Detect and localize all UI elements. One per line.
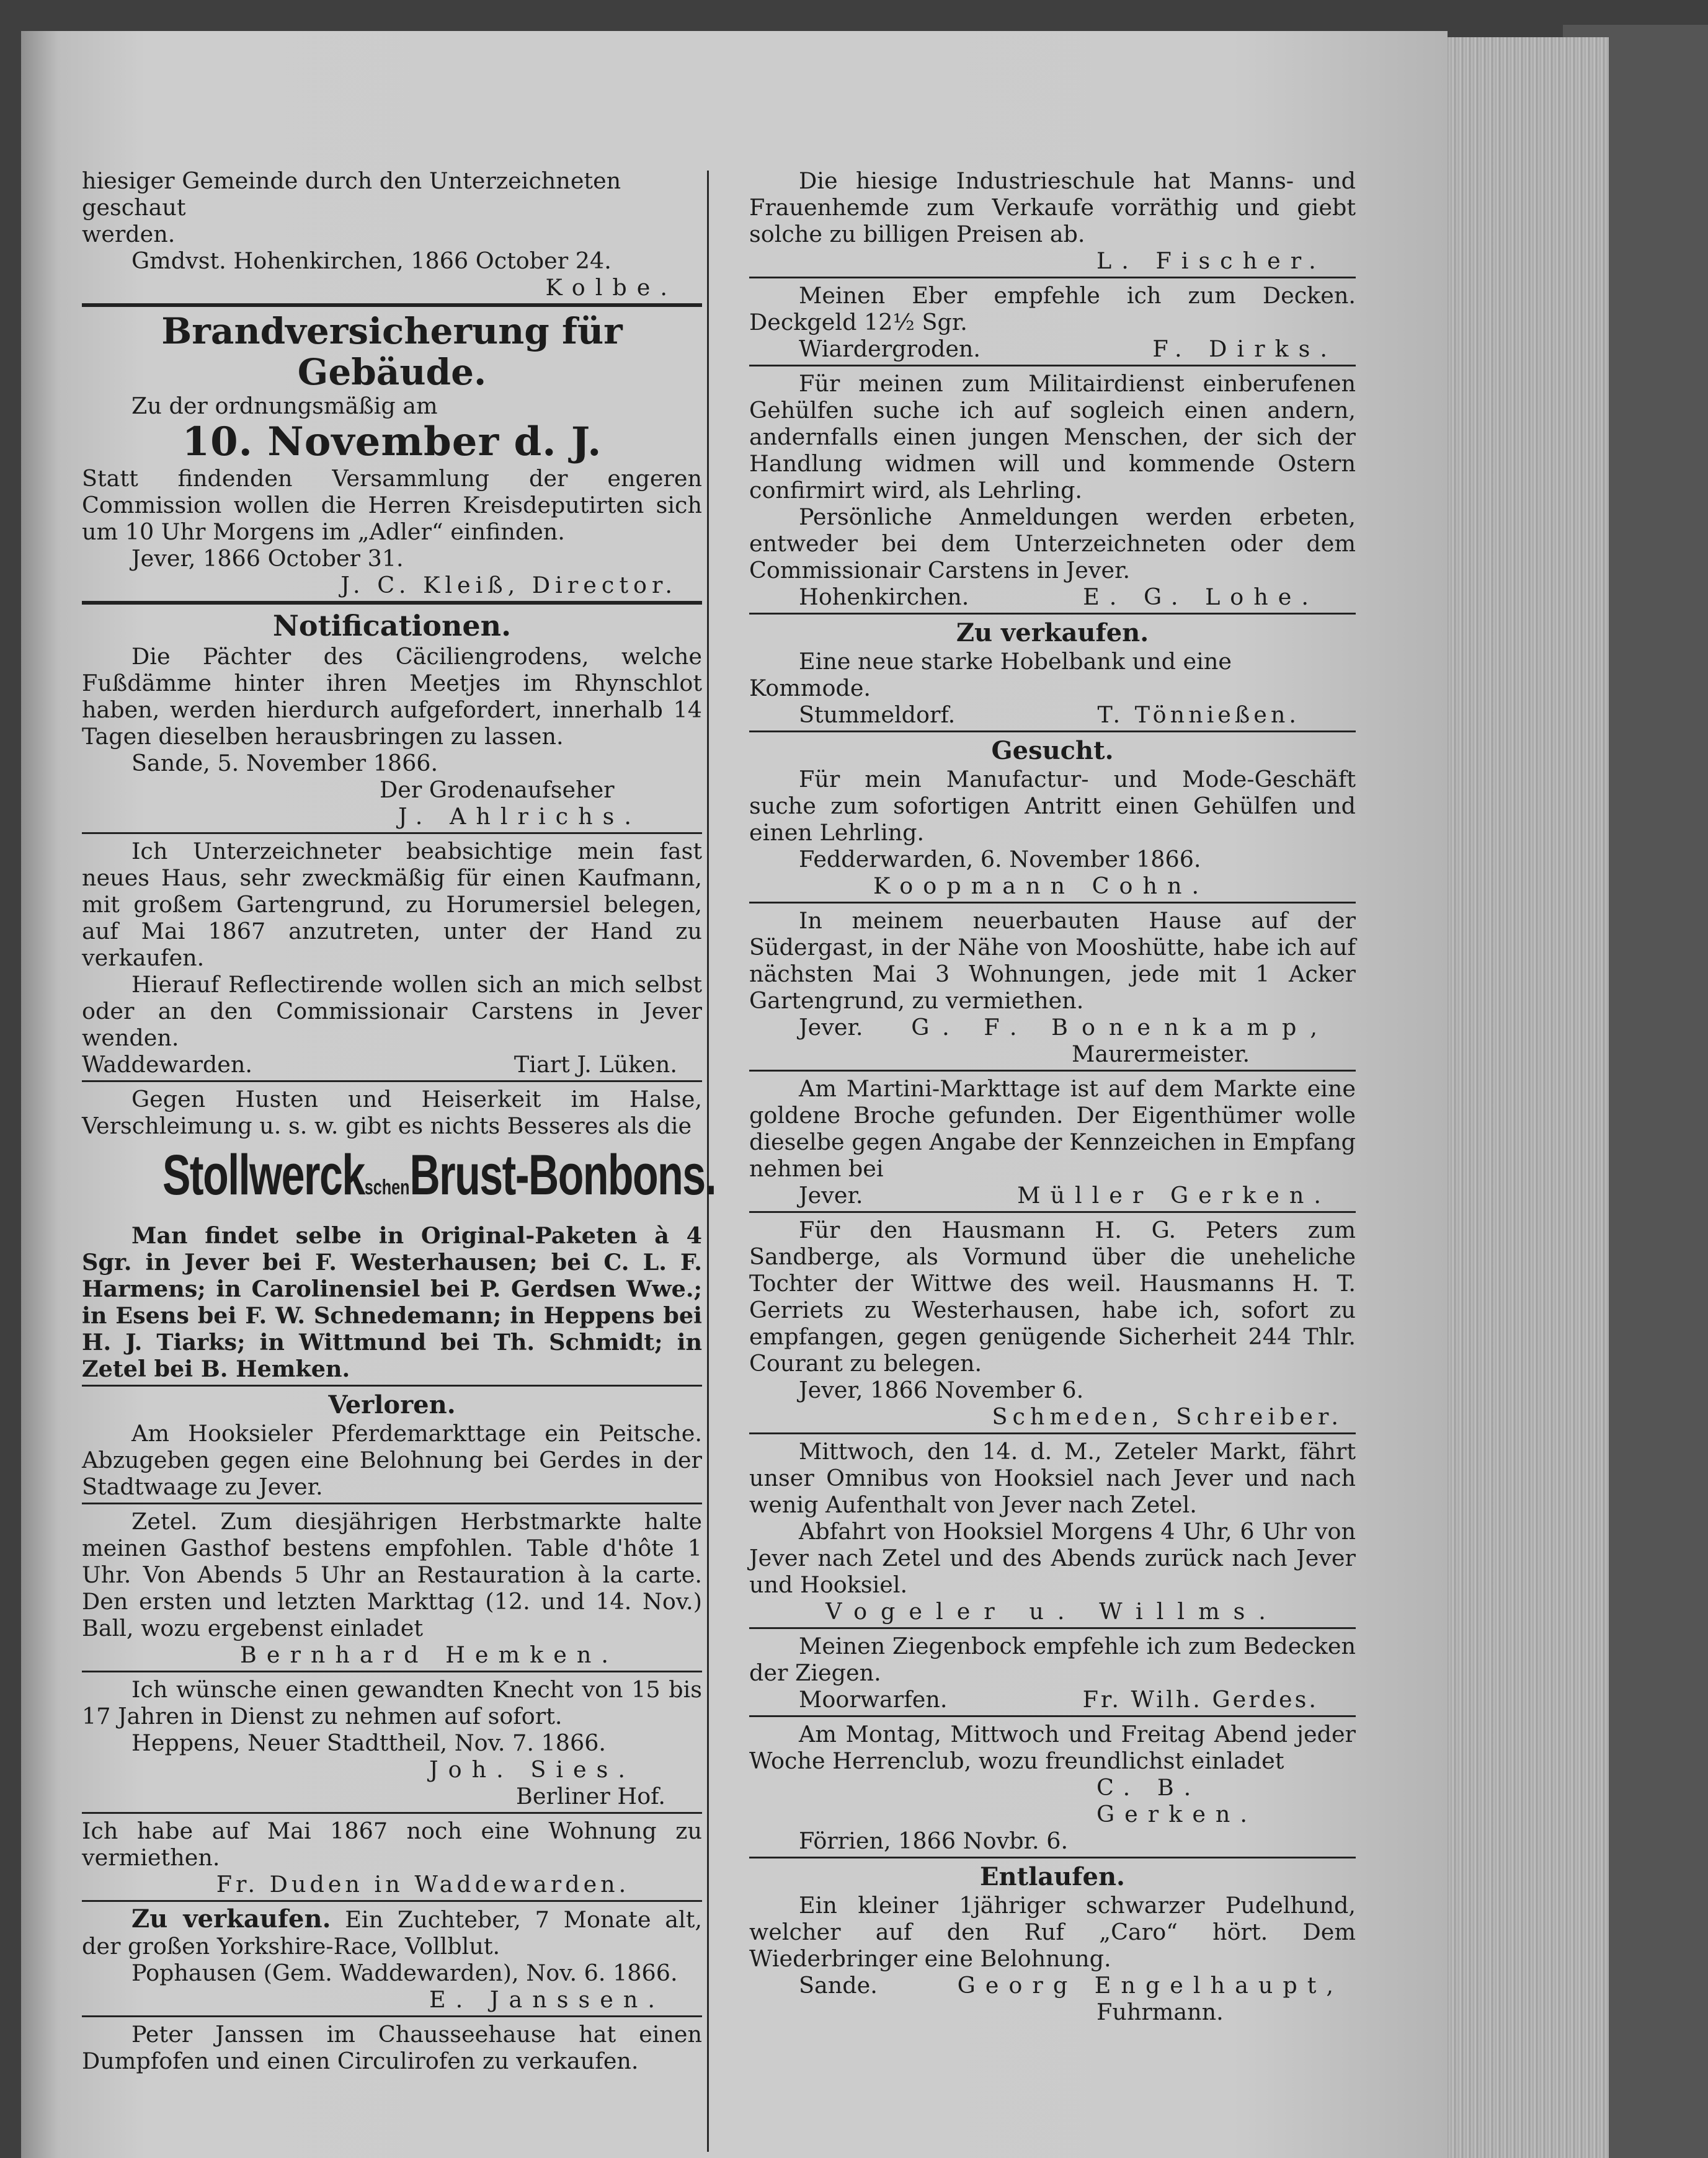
broche-sign: Müller Gerken.: [1017, 1182, 1331, 1209]
knecht-place: Heppens, Neuer Stadttheil, Nov. 7. 1866.: [131, 1730, 607, 1756]
divider: [749, 1070, 1356, 1072]
notif-sign: J. Ahlrichs.: [398, 803, 641, 830]
divider: [82, 832, 702, 834]
verk-place: Stummeldorf.: [799, 701, 956, 728]
notif-text: Die Pächter des Cäciliengrodens, welche Fußdämme hinter ihren Meetjes im Rhynschlot haben, werden hierdurch aufgefordert, innerhalb 14 Tagen dieselben herausbringen zu lassen.: [82, 643, 702, 750]
wohnung-text: Ich habe auf Mai 1867 noch eine Wohnung zu vermiethen.: [82, 1818, 702, 1871]
intro-line1: hiesiger Gemeinde durch den Unterzeichneten geschaut: [82, 167, 621, 221]
divider: [749, 730, 1356, 732]
gesucht-text: Für mein Manufactur- und Mode-Geschäft suche zum sofortigen Antritt einen Gehülfen und einen Lehrling.: [749, 766, 1356, 846]
husten-text: Gegen Husten und Heiserkeit im Halse, Verschleimung u. s. w. gibt es nichts Besseres als die: [82, 1086, 702, 1139]
ad-wohnung: [82, 1818, 702, 1898]
ad-oefen: [82, 2021, 702, 2074]
ad-peters: [749, 1217, 1356, 1430]
divider: [749, 1627, 1356, 1629]
hemde-sign: L. Fischer.: [1096, 247, 1326, 274]
lehr-text2: Persönliche Anmeldungen werden erbeten, entweder bei dem Unterzeichneten oder dem Commissionair Carstens in Jever.: [749, 504, 1356, 584]
ad-ziegenbock: [749, 1633, 1356, 1713]
ad-omnibus: [749, 1438, 1356, 1625]
verk-text: Eine neue starke Hobelbank und eine Kommode.: [749, 648, 1232, 701]
entl-footer: [749, 1972, 1356, 1999]
intro-place: Gmdvst. Hohenkirchen, 1866 October 24.: [131, 247, 612, 274]
entl-text: Ein kleiner 1jähriger schwarzer Pudelhund, welcher auf den Ruf „Caro“ hört. Dem Wiederbringer eine Belohnung.: [749, 1892, 1356, 1972]
broche-footer: [749, 1182, 1356, 1209]
intro-sign: Kolbe.: [545, 274, 677, 301]
ad-wohnungen: [749, 907, 1356, 1067]
ad-herrenclub: [749, 1721, 1356, 1854]
divider: [749, 277, 1356, 278]
ad-entlaufen: [749, 1862, 1356, 2025]
entl-place: Sande.: [799, 1972, 878, 1999]
divider: [82, 1503, 702, 1504]
brust-bonbons-title: [162, 1143, 716, 1220]
haus-place: Waddewarden.: [82, 1051, 252, 1078]
divider: [82, 303, 702, 307]
haus-sign: Tiart J. Lüken.: [514, 1051, 677, 1078]
brand-title: Brandversicherung für Gebäude.: [161, 310, 623, 393]
bock-text: Meinen Ziegenbock empfehle ich zum Bedecken der Ziegen.: [749, 1633, 1356, 1686]
peters-place: Jever, 1866 November 6.: [799, 1377, 1084, 1403]
eber2-place: Wiardergroden.: [799, 335, 981, 362]
eber-lead: Zu verkaufen.: [131, 1904, 331, 1934]
ad-gesucht: [749, 736, 1356, 899]
brand-date: 10. November d. J.: [182, 419, 602, 465]
broche-place: Jever.: [799, 1182, 863, 1209]
ad-kolbe: [82, 167, 702, 301]
verloren-text: Am Hooksieler Pferdemarkttage ein Peitsche. Abzugeben gegen eine Belohnung bei Gerdes in der Stadtwaage zu Jever.: [82, 1420, 702, 1500]
peter-text: Peter Janssen im Chausseehause hat einen Dumpfofen und einen Circulirofen zu verkaufen.: [82, 2021, 702, 2074]
hemde-text: Die hiesige Industrieschule hat Manns- und Frauenhemde zum Verkaufe vorräthig und giebt solche zu billigen Preisen ab.: [749, 167, 1356, 247]
lehr-place: Hohenkirchen.: [799, 584, 969, 610]
peters-sign: Schmeden, Schreiber.: [992, 1403, 1343, 1430]
divider: [82, 1080, 702, 1082]
divider: [749, 1211, 1356, 1213]
ad-knecht: [82, 1676, 702, 1809]
haus-footer: [82, 1051, 702, 1078]
divider: [749, 902, 1356, 904]
divider: [749, 365, 1356, 366]
ad-broche: [749, 1075, 1356, 1209]
bock-place: Moorwarfen.: [799, 1686, 948, 1713]
gesucht-title: Gesucht.: [991, 736, 1114, 765]
eber2-footer: [749, 335, 1356, 362]
eber2-sign: F. Dirks.: [1152, 335, 1337, 362]
wohnung-sign: Fr. Duden in Waddewarden.: [216, 1871, 630, 1898]
divider: [82, 1385, 702, 1387]
entl-sign2: Fuhrmann.: [1096, 1999, 1224, 2025]
club-place: Förrien, 1866 Novbr. 6.: [799, 1827, 1069, 1854]
brust-text: Man findet selbe in Original-Paketen à 4 Sgr. in Jever bei F. Westerhausen; bei C. L. F. Harmens; in Carolinensiel bei P. Gerdsen Wwe.; in Esens bei F. W. Schnedemann; in Heppens bei H. J. Tiarks; in Wittmund bei Th. Schmidt; in Zetel bei B. Hemken.: [82, 1222, 702, 1382]
brust-a: Stollwerck: [162, 1143, 365, 1207]
ad-lehrling: [749, 370, 1356, 610]
lehr-footer: [749, 584, 1356, 610]
brand-sign: J. C. Kleiß, Director.: [340, 572, 677, 598]
divider: [749, 1432, 1356, 1434]
divider: [749, 1715, 1356, 1717]
notif-place: Sande, 5. November 1866.: [131, 750, 438, 776]
divider: [82, 1900, 702, 1902]
zetel-sign: Bernhard Hemken.: [240, 1641, 618, 1668]
eber-text: Ein Zuchteber, 7 Monate alt, der großen Yorkshire-Race, Vollblut.: [82, 1906, 702, 1960]
entl-title: Entlaufen.: [980, 1862, 1125, 1891]
peters-text: Für den Hausmann H. G. Peters zum Sandberge, als Vormund über die uneheliche Tochter der Wittwe des weil. Hausmanns H. T. Gerriets zu Westerhausen, habe ich, sofort zu empfangen, gegen genügende Sicherheit 244 Thlr. Courant zu belegen.: [749, 1217, 1356, 1377]
verk-sign: T. Tönnießen.: [1097, 701, 1300, 728]
omni-text2: Abfahrt von Hooksiel Morgens 4 Uhr, 6 Uhr von Jever nach Zetel und des Abends zurück nach Jever und Hooksiel.: [749, 1518, 1356, 1598]
knecht-sign2: Berliner Hof.: [516, 1783, 665, 1809]
brust-b: schen: [364, 1176, 410, 1199]
verloren-title: Verloren.: [328, 1390, 456, 1419]
divider: [82, 2015, 702, 2017]
rhaus-place: Jever.: [799, 1014, 863, 1041]
rhaus-sign: G. F. Bonenkamp,: [911, 1014, 1331, 1041]
lehr-text: Für meinen zum Militairdienst einberufenen Gehülfen suche ich auf sogleich einen andern, andernfalls einen jungen Menschen, der sich der Handlung widmen will und kommende Ostern confirmirt wird, als Lehrling.: [749, 370, 1356, 504]
ad-brust-bonbons: [82, 1086, 716, 1382]
ad-brandversicherung: [82, 311, 702, 598]
verk-title: Zu verkaufen.: [956, 618, 1149, 647]
notif-title: Notificationen.: [272, 609, 512, 642]
gesucht-sign: Koopmann Cohn.: [873, 873, 1209, 899]
rhaus-text: In meinem neuerbauten Hause auf der Südergast, in der Nähe von Mooshütte, habe ich auf nächsten Mai 3 Wohnungen, jede mit 1 Acker Gartengrund, zu vermiethen.: [749, 907, 1356, 1014]
knecht-sign: Joh. Sies.: [429, 1756, 635, 1783]
brand-text: Statt findenden Versammlung der engeren Commission wollen die Herren Kreisdeputirten sich um 10 Uhr Morgens im „Adler“ einfinden.: [82, 465, 702, 545]
entl-sign: Georg Engelhaupt,: [957, 1972, 1343, 1999]
gesucht-place: Fedderwarden, 6. November 1866.: [799, 846, 1201, 873]
page-edges: [1448, 37, 1609, 2158]
ad-hemde: [749, 167, 1356, 274]
club-sign: C. B. Gerken.: [1096, 1774, 1258, 1827]
notif-role: Der Grodenaufseher: [380, 776, 615, 803]
ad-notificationen: [82, 608, 702, 830]
zetel-text: Zetel. Zum diesjährigen Herbstmarkte halte meinen Gasthof bestens empfohlen. Table d'hôte 1 Uhr. Von Abends 5 Uhr an Restauration à la carte. Den ersten und letzten Markttag (12. und 14. Nov.) Ball, wozu ergebenst einladet: [82, 1508, 702, 1641]
brust-c: Brust-Bonbons.: [409, 1143, 716, 1207]
omni-sign: Vogeler u. Willms.: [825, 1598, 1279, 1625]
divider: [82, 1812, 702, 1814]
ad-zuchteber: [82, 1906, 702, 2013]
haus-text: Ich Unterzeichneter beabsichtige mein fast neues Haus, sehr zweckmäßig für einen Kaufmann, mit großem Gartengrund, zu Horumersiel belegen, auf Mai 1867 anzutreten, unter der Hand zu verkaufen.: [82, 838, 702, 971]
bock-footer: [749, 1686, 1356, 1713]
divider: [82, 1671, 702, 1672]
eber-sign: E. Janssen.: [429, 1986, 665, 2013]
rhaus-sign2: Maurermeister.: [1072, 1041, 1250, 1067]
divider: [749, 1857, 1356, 1858]
divider: [82, 601, 702, 605]
divider: [749, 613, 1356, 615]
brand-place: Jever, 1866 October 31.: [131, 545, 404, 572]
ad-eber-decken: [749, 282, 1356, 362]
ad-verloren: [82, 1390, 702, 1500]
haus-text2: Hierauf Reflectirende wollen sich an mich selbst oder an den Commissionair Carstens in Jever wenden.: [82, 971, 702, 1051]
intro-line2: werden.: [82, 221, 176, 247]
bock-sign: Fr. Wilh. Gerdes.: [1082, 1686, 1319, 1713]
right-column: [749, 167, 1356, 2025]
ad-hobelbank: [749, 618, 1356, 728]
eber2-text: Meinen Eber empfehle ich zum Decken. Deckgeld 12½ Sgr.: [749, 282, 1356, 335]
ad-haus-horumersiel: [82, 838, 702, 1078]
ad-zetel-gasthof: [82, 1508, 702, 1668]
eber-place: Pophausen (Gem. Waddewarden), Nov. 6. 1866.: [131, 1960, 678, 1986]
lehr-sign: E. G. Lohe.: [1083, 584, 1319, 610]
knecht-text: Ich wünsche einen gewandten Knecht von 15 bis 17 Jahren in Dienst zu nehmen auf sofort.: [82, 1676, 702, 1730]
eber-body: [82, 1906, 702, 1960]
club-text: Am Montag, Mittwoch und Freitag Abend jeder Woche Herrenclub, wozu freundlichst einladet: [749, 1721, 1356, 1774]
broche-text: Am Martini-Markttage ist auf dem Markte eine goldene Broche gefunden. Der Eigenthümer wolle dieselbe gegen Angabe der Kennzeichen in Empfang nehmen bei: [749, 1075, 1356, 1182]
verk-footer: [749, 701, 1356, 728]
brand-sub: Zu der ordnungsmäßig am: [131, 393, 438, 419]
left-column: [82, 167, 716, 2074]
rhaus-footer: [749, 1014, 1356, 1041]
omni-text: Mittwoch, den 14. d. M., Zeteler Markt, fährt unser Omnibus von Hooksiel nach Jever und nach wenig Aufenthalt von Jever nach Zetel.: [749, 1438, 1356, 1518]
